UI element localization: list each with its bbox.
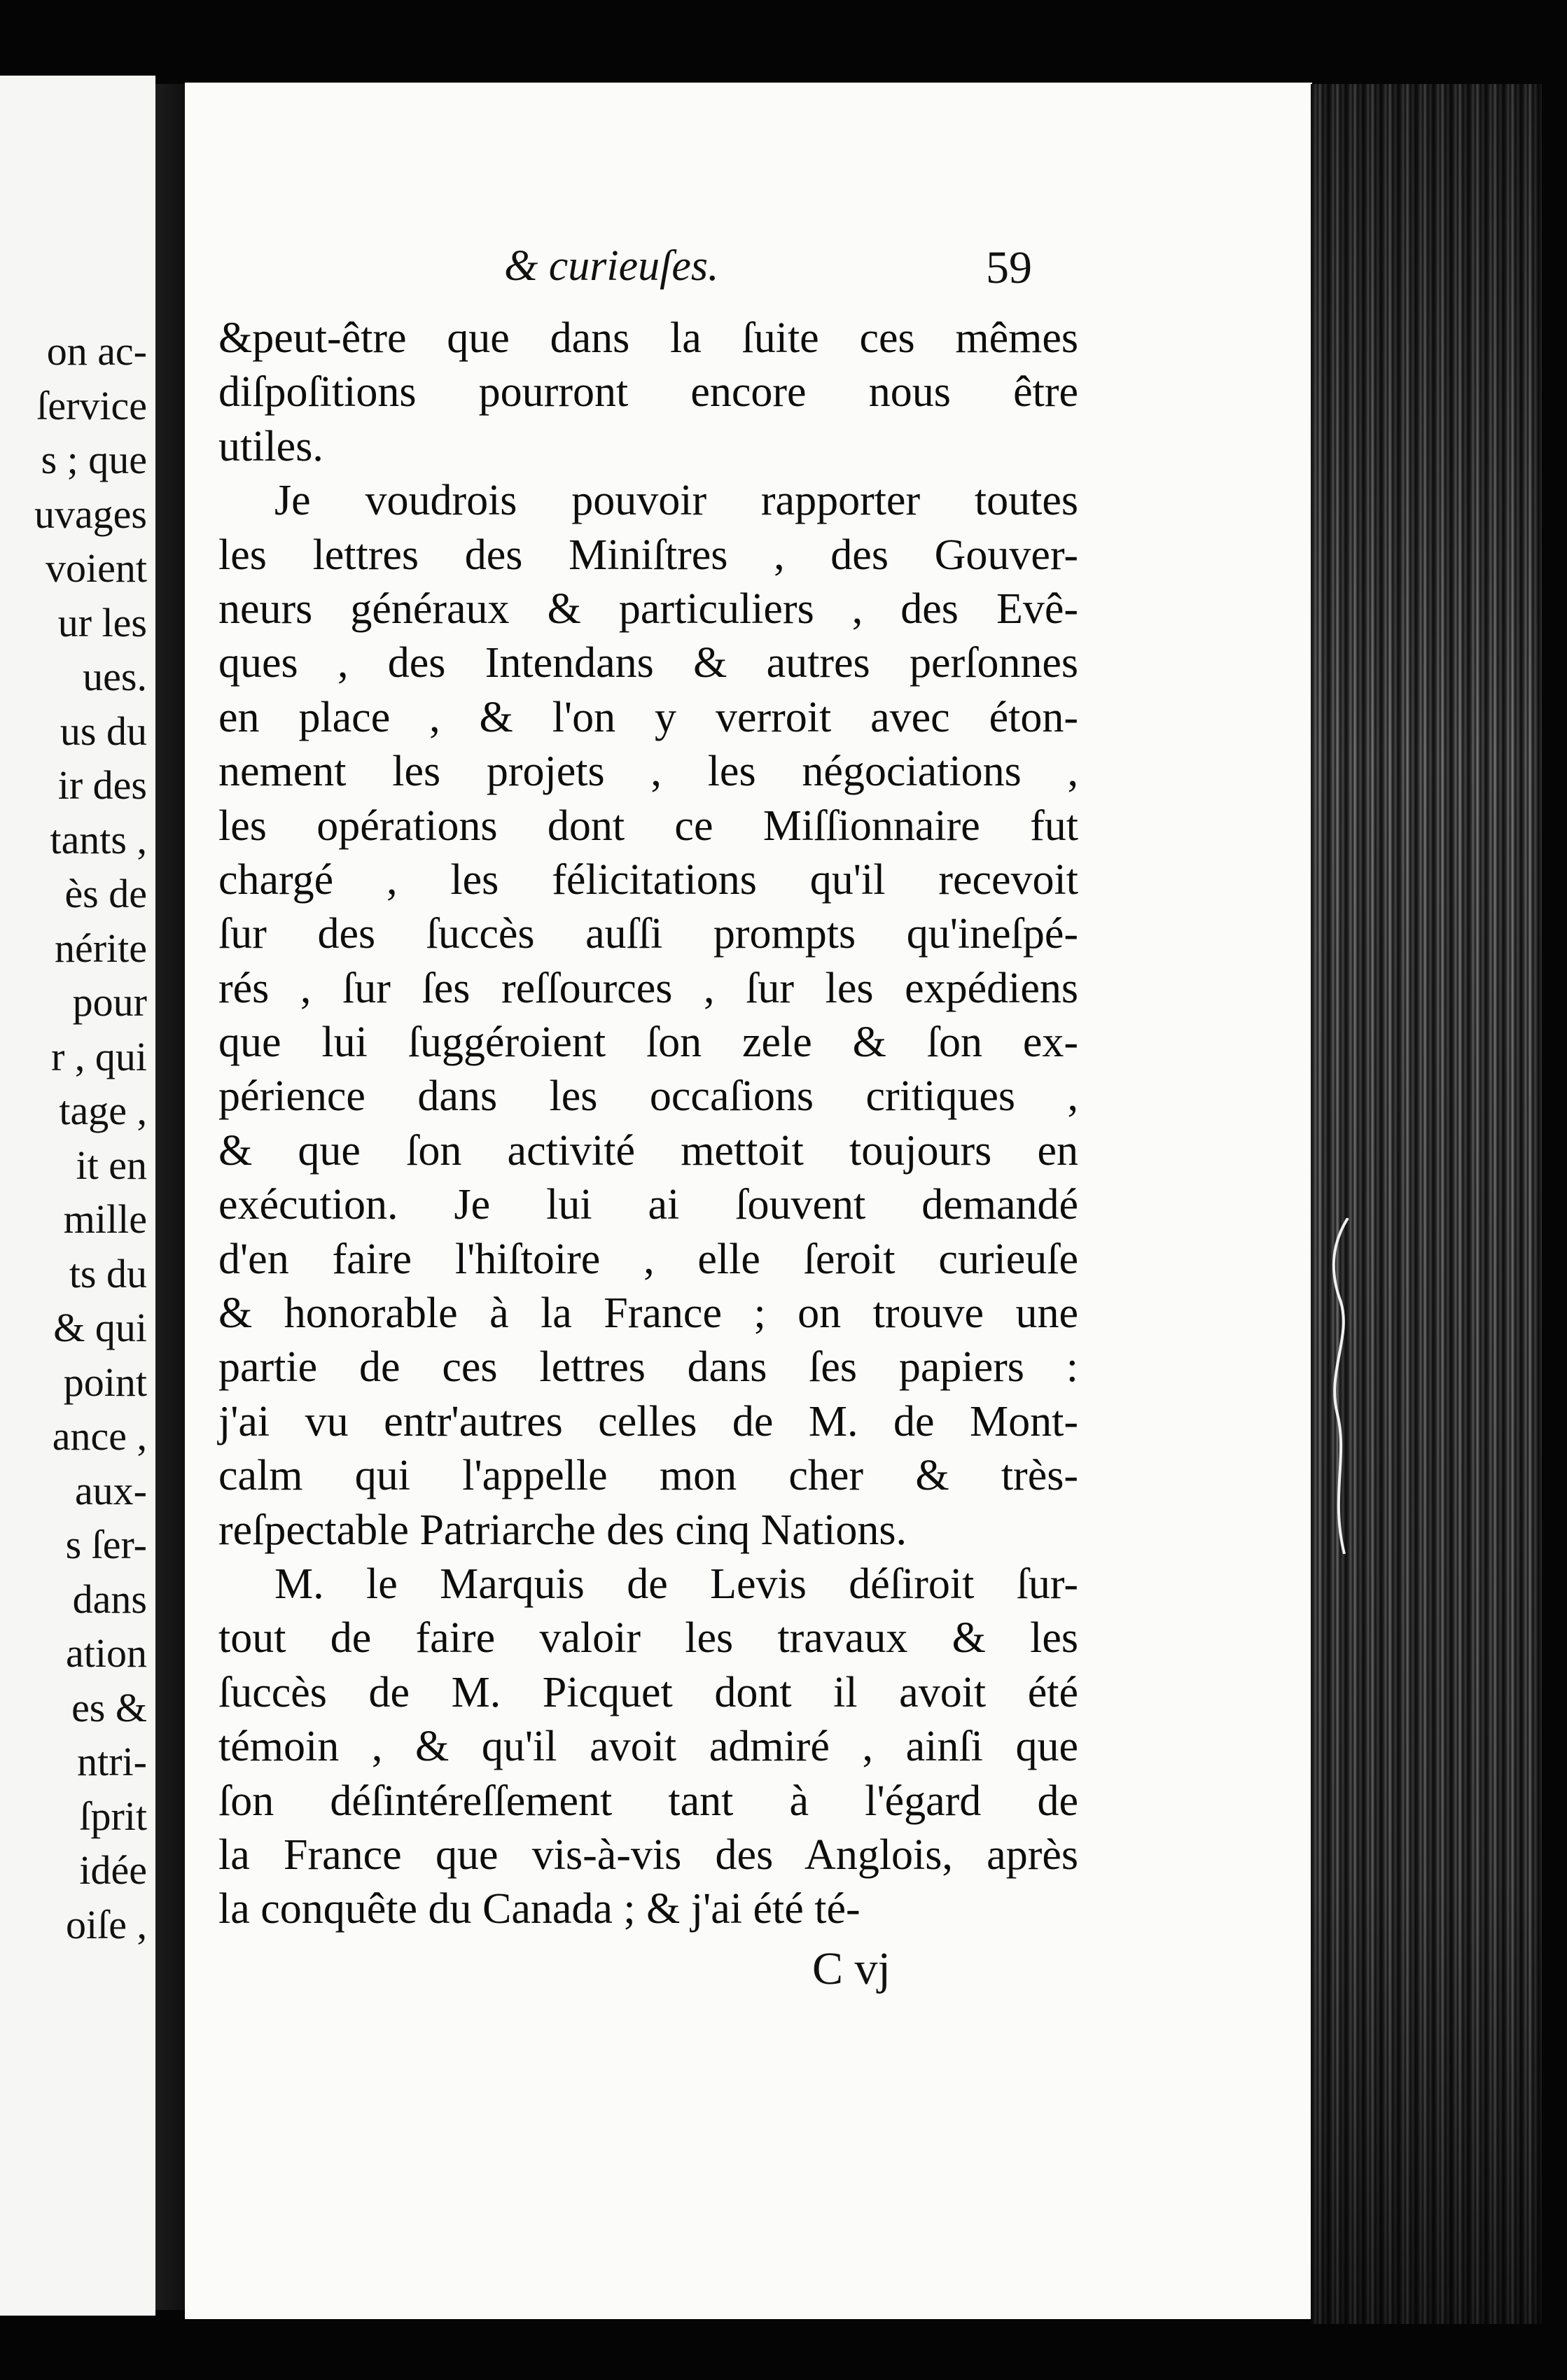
text-line: tout de faire valoir les travaux & les [218, 1614, 1078, 1662]
text-line: d'en faire l'hiſtoire , elle ſeroit curieuſe [218, 1235, 1078, 1283]
facing-page-line: s ſer- [65, 1522, 147, 1567]
text-line: M. le Marquis de Levis déſiroit ſur- [274, 1560, 1078, 1608]
text-line: chargé , les félicitations qu'il recevoit [218, 855, 1078, 904]
facing-page-line: dans [72, 1576, 147, 1622]
text-line: ſur des ſuccès auſſi prompts qu'ineſpé- [218, 910, 1078, 958]
text-line: ſuccès de M. Picquet dont il avoit été [218, 1668, 1078, 1716]
facing-page-line: voient [46, 545, 147, 591]
facing-page-line: ur les [57, 599, 147, 645]
facing-page-line: uvages [34, 491, 147, 537]
facing-page-line: mille [63, 1196, 147, 1242]
text-line: reſpectable Patriarche des cinq Nations. [218, 1506, 907, 1554]
text-line: que lui ſuggéroient ſon zele & ſon ex- [218, 1018, 1078, 1067]
facing-page-line: tants , [50, 816, 147, 862]
text-line: ſon déſintéreſſement tant à l'égard de [218, 1777, 1078, 1825]
facing-page-line: tage , [59, 1088, 147, 1133]
text-line: rés , ſur ſes reſſources , ſur les expédiens [218, 964, 1078, 1012]
facing-page-line: idée [79, 1847, 147, 1893]
text-line: les lettres des Miniſtres , des Gouver- [218, 531, 1078, 579]
facing-page-line: r , qui [51, 1033, 147, 1079]
facing-page-line: us du [60, 708, 147, 754]
facing-page-line: ſervice [36, 382, 147, 428]
facing-page-text [0, 324, 147, 1952]
text-line: Je voudrois pouvoir rapporter toutes [274, 477, 1078, 525]
facing-page-line: ues. [83, 654, 147, 699]
facing-page-line: ts du [69, 1250, 147, 1296]
page-number: 59 [986, 242, 1032, 293]
text-line: les opérations dont ce Miſſionnaire fut [218, 802, 1078, 850]
facing-page-line: oiſe , [66, 1901, 147, 1947]
text-line: en place , & l'on y verroit avec éton- [218, 693, 1078, 741]
page-edges-shadow [1311, 84, 1542, 2324]
page-body-text [218, 312, 1078, 1937]
facing-page-line: nérite [54, 925, 147, 971]
text-line: diſpoſitions pourront encore nous être [218, 368, 1078, 416]
facing-page-line: es & [71, 1684, 147, 1730]
text-line: j'ai vu entr'autres celles de M. de Mont- [218, 1397, 1078, 1446]
signature-mark: C vj [812, 1943, 891, 1994]
text-line: & que ſon activité mettoit toujours en [218, 1126, 1078, 1175]
facing-page-line: ntri- [77, 1739, 147, 1784]
facing-page-line: on ac- [46, 328, 147, 374]
text-line: la conquête du Canada ; & j'ai été té- [218, 1885, 861, 1933]
text-line: utiles. [218, 422, 323, 470]
facing-page-line: ance , [52, 1413, 147, 1459]
facing-page [0, 76, 155, 2316]
facing-page-line: s ; que [41, 437, 147, 482]
text-line: &peut-être que dans la ſuite ces mêmes [218, 314, 1078, 362]
facing-page-line: ation [66, 1630, 147, 1676]
facing-page-line: point [63, 1359, 147, 1405]
text-line: neurs généraux & particuliers , des Evê- [218, 584, 1078, 633]
facing-page-line: ès de [64, 871, 147, 916]
facing-page-line: aux- [74, 1467, 147, 1513]
bookmark-thread-icon [1327, 1218, 1355, 1554]
text-line: la France que vis-à-vis des Anglois, après [218, 1830, 1078, 1879]
text-line: partie de ces lettres dans ſes papiers : [218, 1343, 1078, 1392]
facing-page-line: ir des [57, 762, 147, 808]
facing-page-line: ſprit [79, 1793, 147, 1839]
running-head: & curieuſes. [504, 242, 719, 290]
text-line: périence dans les occaſions critiques , [218, 1072, 1078, 1121]
facing-page-line: pour [72, 979, 147, 1025]
text-line: nement les projets , les négociations , [218, 748, 1078, 796]
facing-page-line: & qui [53, 1305, 147, 1350]
text-line: témoin , & qu'il avoit admiré , ainſi que [218, 1723, 1078, 1771]
text-line: ques , des Intendans & autres perſonnes [218, 639, 1078, 687]
text-line: exécution. Je lui ai ſouvent demandé [218, 1181, 1078, 1229]
text-line: calm qui l'appelle mon cher & très- [218, 1452, 1078, 1500]
text-line: & honorable à la France ; on trouve une [218, 1289, 1078, 1338]
facing-page-line: it en [76, 1142, 147, 1188]
